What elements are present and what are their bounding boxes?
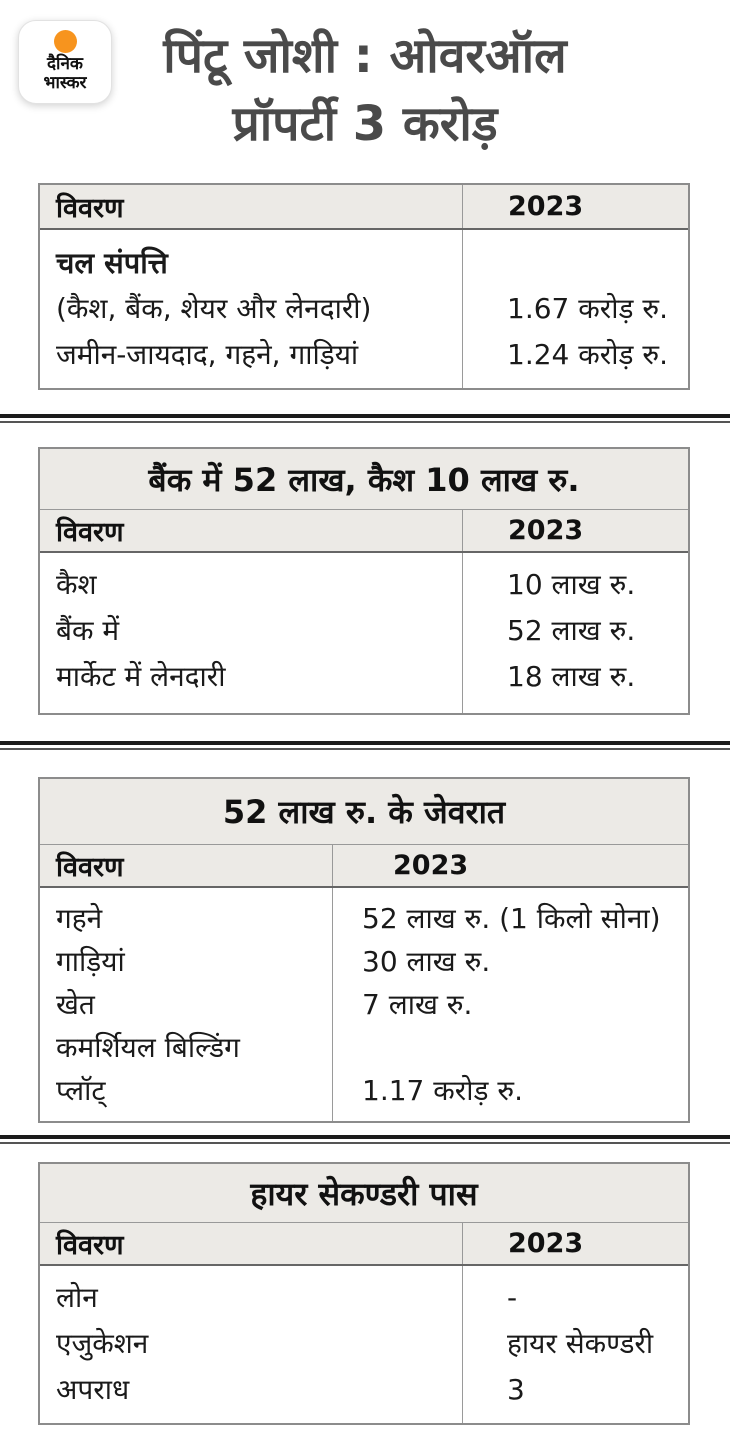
table-row	[40, 331, 688, 377]
row-label: लोन	[56, 1281, 98, 1314]
brand-logo	[18, 20, 112, 104]
column-header-detail: विवरण	[56, 517, 124, 548]
row-label: (कैश, बैंक, शेयर और लेनदारी)	[56, 292, 372, 325]
column-header-year: 2023	[332, 845, 688, 886]
table-header-row	[40, 510, 688, 553]
row-value: 52 लाख रु.	[507, 614, 636, 647]
row-value: 3	[507, 1372, 525, 1406]
row-label: जमीन-जायदाद, गहने, गाड़ियां	[56, 338, 359, 371]
table-row	[40, 653, 688, 699]
row-value: 10 लाख रु.	[507, 568, 636, 601]
page-title-line1: पिंटू जोशी : ओवरऑल	[163, 28, 567, 84]
row-value: 52 लाख रु. (1 किलो सोना)	[362, 901, 661, 935]
table-title: हायर सेकण्डरी पास	[40, 1164, 688, 1223]
row-label: खेत	[56, 987, 95, 1021]
table-row	[40, 285, 688, 331]
section-divider	[0, 741, 730, 750]
row-value: 7 लाख रु.	[362, 987, 473, 1021]
column-header-detail: विवरण	[56, 852, 124, 883]
row-label: अपराध	[56, 1373, 130, 1406]
row-label: गाड़ियां	[56, 944, 125, 978]
row-value: -	[507, 1280, 518, 1314]
row-label: कमर्शियल बिल्डिंग	[56, 1030, 240, 1064]
table-row	[40, 939, 688, 982]
table-row	[40, 1366, 688, 1412]
row-label: बैंक में	[56, 614, 120, 647]
row-value: 30 लाख रु.	[362, 944, 491, 978]
sun-dot-icon	[54, 30, 77, 53]
row-label: एजुकेशन	[56, 1327, 149, 1360]
page-title-line2: प्रॉपर्टी 3 करोड़	[232, 96, 498, 152]
table-body	[40, 553, 688, 713]
section-divider	[0, 414, 730, 423]
table-jewellery	[38, 777, 690, 1123]
table-body	[40, 888, 688, 1121]
row-value: 1.67 करोड़ रु.	[507, 292, 668, 325]
row-label: चल संपत्ति	[56, 245, 168, 280]
brand-name-line2: भास्कर	[43, 73, 87, 93]
table-bank-cash	[38, 447, 690, 715]
column-header-year: 2023	[462, 1223, 688, 1264]
table-header-row	[40, 1223, 688, 1266]
row-value: 1.24 करोड़ रु.	[507, 338, 668, 371]
row-value: 18 लाख रु.	[507, 660, 636, 693]
column-header-year: 2023	[462, 510, 688, 551]
brand-name-line1: दैनिक	[47, 54, 83, 74]
table-body	[40, 230, 688, 388]
column-header-year: 2023	[462, 185, 688, 228]
header	[0, 0, 730, 172]
row-value: हायर सेकण्डरी	[507, 1327, 654, 1360]
table-row	[40, 607, 688, 653]
row-label: प्लॉट्	[56, 1073, 106, 1107]
table-row	[40, 1274, 688, 1320]
column-header-detail: विवरण	[56, 193, 124, 224]
column-header-detail: विवरण	[56, 1230, 124, 1261]
table-overall-property	[38, 183, 690, 390]
table-row	[40, 896, 688, 939]
table-title: 52 लाख रु. के जेवरात	[40, 779, 688, 845]
table-row	[40, 561, 688, 607]
row-label: गहने	[56, 901, 103, 935]
table-row	[40, 1068, 688, 1111]
table-body	[40, 1266, 688, 1423]
table-row	[40, 239, 688, 285]
brand-name	[44, 55, 87, 93]
table-row	[40, 1025, 688, 1068]
row-label: कैश	[56, 568, 97, 601]
table-row	[40, 1320, 688, 1366]
table-header-row	[40, 185, 688, 230]
table-title: बैंक में 52 लाख, कैश 10 लाख रु.	[40, 449, 688, 510]
row-value: 1.17 करोड़ रु.	[362, 1073, 523, 1107]
row-label: मार्केट में लेनदारी	[56, 660, 226, 693]
table-education	[38, 1162, 690, 1425]
table-row	[40, 982, 688, 1025]
section-divider	[0, 1135, 730, 1144]
table-header-row	[40, 845, 688, 888]
